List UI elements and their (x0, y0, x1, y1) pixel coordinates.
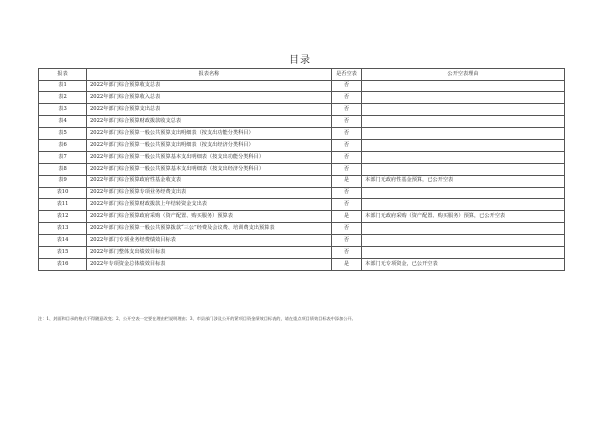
table-row (39, 211, 565, 223)
row-name-cell: 2022年部门综合预算一般公共预算支出明细表（按支出经济分类科目） (87, 139, 332, 151)
table-row (39, 92, 565, 104)
contents-table (38, 68, 565, 271)
row-name-cell: 2022年部门综合预算一般公共预算基本支出明细表（按支出经济分类科目） (87, 163, 332, 175)
row-number-cell: 表5 (39, 128, 87, 140)
row-number-cell: 表2 (39, 92, 87, 104)
row-empty-flag-cell: 否 (332, 246, 362, 258)
row-number-cell: 表15 (39, 246, 87, 258)
table-row (39, 246, 565, 258)
row-empty-flag-cell: 是 (332, 258, 362, 270)
row-name-cell: 2022年部门综合预算一般公共预算支出明细表（按支出功能分类科目） (87, 128, 332, 140)
row-reason-cell (362, 151, 565, 163)
row-reason-cell (362, 187, 565, 199)
row-reason-cell (362, 199, 565, 211)
row-reason-cell (362, 163, 565, 175)
row-empty-flag-cell: 否 (332, 80, 362, 92)
row-number-cell: 表16 (39, 258, 87, 270)
row-name-cell: 2022年部门综合预算一般公共预算拨款“三公”经费及会议费、培训费支出预算表 (87, 223, 332, 235)
row-number-cell: 表11 (39, 199, 87, 211)
row-number-cell: 表9 (39, 175, 87, 187)
row-number-cell: 表1 (39, 80, 87, 92)
row-reason-cell (362, 246, 565, 258)
row-reason-cell (362, 139, 565, 151)
row-empty-flag-cell: 否 (332, 151, 362, 163)
table-row (39, 235, 565, 247)
row-reason-cell (362, 223, 565, 235)
table-row (39, 80, 565, 92)
row-reason-cell (362, 80, 565, 92)
row-reason-cell: 本部门无政府采购（资产配置、购买服务）预算，已公开空表 (362, 211, 565, 223)
row-name-cell: 2022年部门整体支出绩效目标表 (87, 246, 332, 258)
row-number-cell: 表14 (39, 235, 87, 247)
row-reason-cell (362, 128, 565, 140)
row-reason-cell (362, 104, 565, 116)
row-name-cell: 2022年部门综合预算政府采购（资产配置、购买服务）预算表 (87, 211, 332, 223)
row-name-cell: 2022年部门综合预算财政拨款收支总表 (87, 116, 332, 128)
row-empty-flag-cell: 否 (332, 163, 362, 175)
row-reason-cell (362, 235, 565, 247)
row-name-cell: 2022年部门综合预算专项业务经费支出表 (87, 187, 332, 199)
row-number-cell: 表13 (39, 223, 87, 235)
row-empty-flag-cell: 否 (332, 128, 362, 140)
row-empty-flag-cell: 是 (332, 175, 362, 187)
row-reason-cell: 本部门无政府性基金预算，已公开空表 (362, 175, 565, 187)
header-empty-reason: 公开空表理由 (362, 69, 565, 81)
table-row (39, 116, 565, 128)
row-empty-flag-cell: 否 (332, 235, 362, 247)
footnote: 注：1、封面和目录的格式不得随意改变；2、公开空表一定要在理由栏说明理由；3、市县部门涉及公开的紧项目资金绩效目标表的，请在重点项目绩效目标表中添加公开。 (38, 316, 356, 321)
row-name-cell: 2022年部门综合预算支出总表 (87, 104, 332, 116)
table-header-row (39, 69, 565, 81)
row-number-cell: 表3 (39, 104, 87, 116)
page-title: 目录 (289, 55, 311, 66)
table-row (39, 175, 565, 187)
row-name-cell: 2022年专项资金总体绩效目标表 (87, 258, 332, 270)
row-empty-flag-cell: 否 (332, 223, 362, 235)
header-table-number: 报表 (39, 69, 87, 81)
header-is-empty: 是否空表 (332, 69, 362, 81)
row-name-cell: 2022年部门专项业务经费绩效目标表 (87, 235, 332, 247)
table-row (39, 128, 565, 140)
table-row (39, 199, 565, 211)
row-empty-flag-cell: 否 (332, 92, 362, 104)
row-name-cell: 2022年部门综合预算收支总表 (87, 80, 332, 92)
row-reason-cell (362, 116, 565, 128)
row-number-cell: 表4 (39, 116, 87, 128)
row-name-cell: 2022年部门综合预算一般公共预算基本支出明细表（按支出功能分类科目） (87, 151, 332, 163)
table-row (39, 139, 565, 151)
row-empty-flag-cell: 否 (332, 139, 362, 151)
table-row (39, 258, 565, 270)
header-table-name: 报表名称 (87, 69, 332, 81)
row-name-cell: 2022年部门综合预算政府性基金收支表 (87, 175, 332, 187)
row-number-cell: 表10 (39, 187, 87, 199)
row-number-cell: 表12 (39, 211, 87, 223)
table-row (39, 187, 565, 199)
row-empty-flag-cell: 否 (332, 104, 362, 116)
table-row (39, 223, 565, 235)
row-name-cell: 2022年部门综合预算财政拨款上年结转资金支出表 (87, 199, 332, 211)
row-reason-cell: 本部门无专项资金，已公开空表 (362, 258, 565, 270)
row-number-cell: 表8 (39, 163, 87, 175)
row-empty-flag-cell: 否 (332, 187, 362, 199)
row-name-cell: 2022年部门综合预算收入总表 (87, 92, 332, 104)
row-number-cell: 表7 (39, 151, 87, 163)
row-number-cell: 表6 (39, 139, 87, 151)
row-empty-flag-cell: 是 (332, 211, 362, 223)
row-empty-flag-cell: 否 (332, 116, 362, 128)
table-row (39, 151, 565, 163)
row-reason-cell (362, 92, 565, 104)
table-row (39, 104, 565, 116)
table-row (39, 163, 565, 175)
row-empty-flag-cell: 否 (332, 199, 362, 211)
